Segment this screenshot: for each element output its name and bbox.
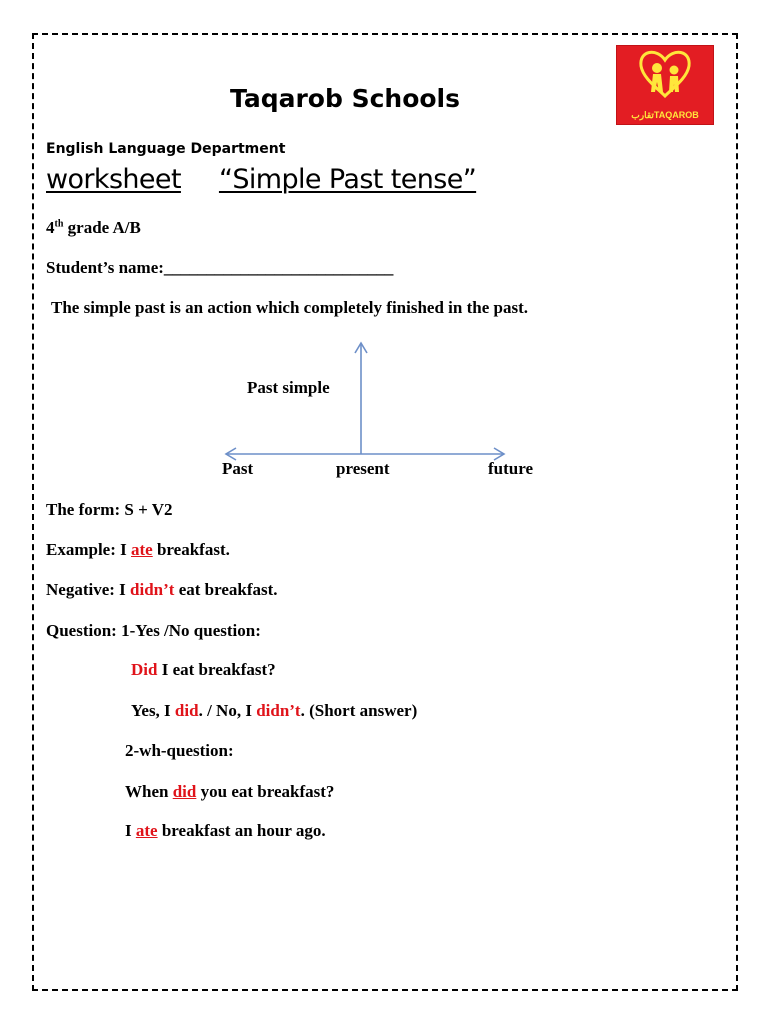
grade-suffix: th [54,218,64,230]
negative-aux: didn’t [130,580,175,599]
wh-answer [125,821,326,841]
yesno-aux: Did [131,660,158,679]
wh-answer-p2: breakfast an hour ago. [157,821,326,840]
yesno-question [131,660,276,680]
wh-question-p1: When [125,782,173,801]
timeline-label-future: future [488,459,534,478]
example-verb: ate [131,540,153,559]
grade-rest: grade A/B [63,218,141,237]
wh-question-did: did [172,782,197,801]
short-answer-p2: . / No, I [198,701,257,720]
student-name-field: Student’s name:___________________________ [46,258,394,277]
short-answer-p3: . (Short answer) [300,701,418,720]
title-part1: worksheet [46,164,181,195]
negative-prefix: Negative: I [46,580,131,599]
wh-question [125,782,334,802]
yesno-rest: I eat breakfast? [157,660,276,679]
timeline-label-past-simple: Past simple [247,378,330,397]
example-suffix: breakfast. [152,540,230,559]
short-answer-p1: Yes, I [131,701,175,720]
grade-number: 4 [46,218,55,237]
wh-answer-verb: ate [135,821,158,840]
timeline-label-past: Past [222,459,254,478]
short-answer-didnt: didn’t [256,701,301,720]
short-answer [131,701,417,721]
wh-answer-p1: I [125,821,136,840]
logo-text: ﺗﻘﺎﺭﺏTAQAROB [631,110,699,120]
definition-text: The simple past is an action which completely finished in the past. [51,298,528,317]
negative-suffix: eat breakfast. [174,580,278,599]
department-label: English Language Department [46,141,286,157]
school-name: Taqarob Schools [230,84,460,113]
short-answer-did: did [174,701,199,720]
wh-header: 2-wh-question: [125,741,234,760]
timeline-label-present: present [336,459,390,478]
negative-line [46,580,278,600]
question-header: Question: 1-Yes /No question: [46,621,261,640]
form-line: The form: S + V2 [46,500,173,519]
wh-question-p2: you eat breakfast? [196,782,335,801]
example-line [46,540,230,560]
title-part2: “Simple Past tense” [218,164,477,195]
example-prefix: Example: I [46,540,131,559]
